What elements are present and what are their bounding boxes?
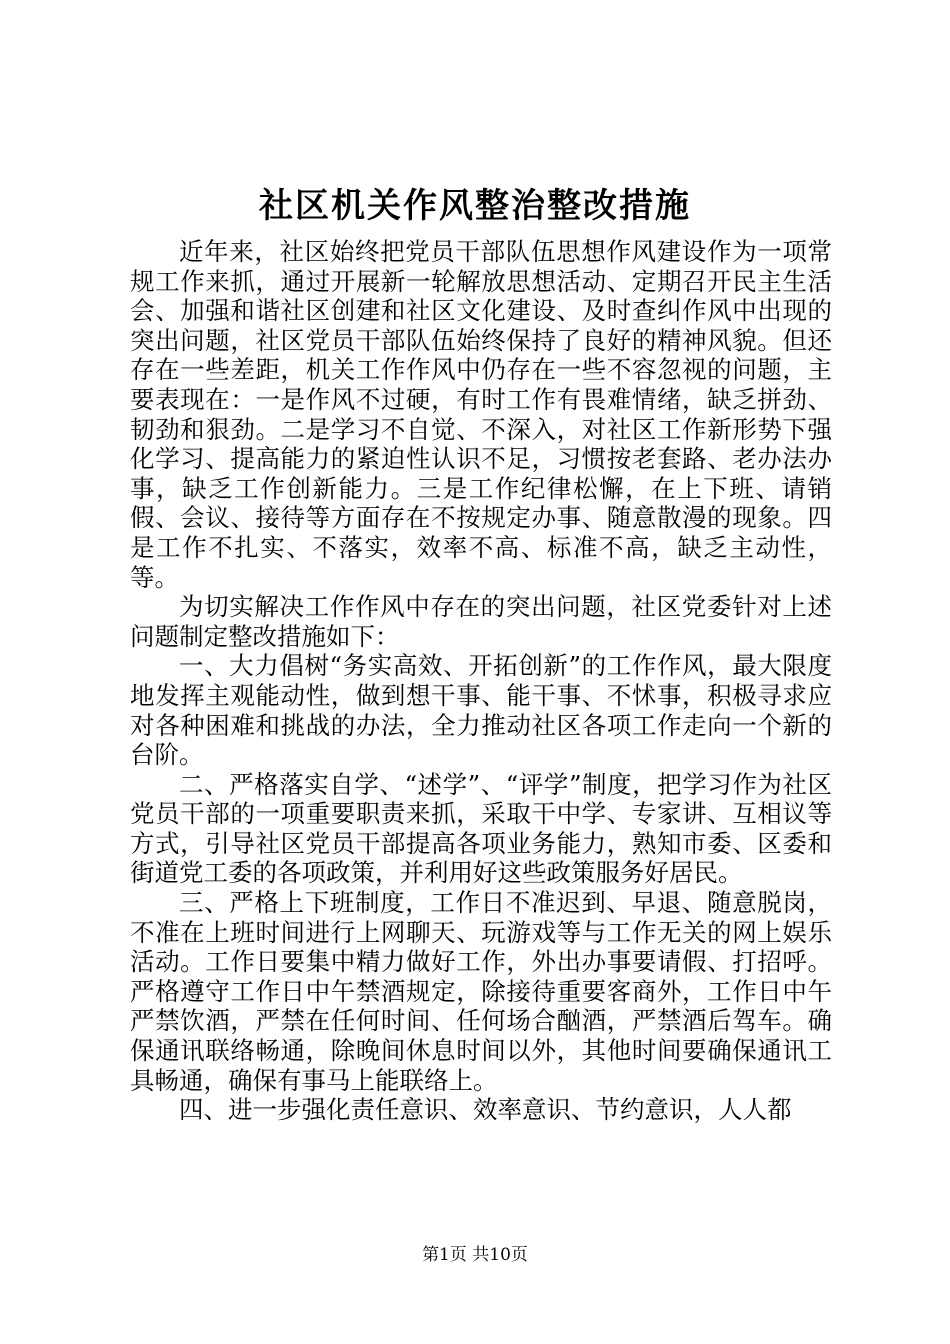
- paragraph-measure-4: 四、进一步强化责任意识、效率意识、节约意识，人人都: [179, 1095, 792, 1125]
- total-page-count: 共10页: [472, 1245, 528, 1265]
- document-title: 社区机关作风整治整改措施: [259, 186, 691, 226]
- paragraph-measure-2: 二、严格落实自学、“述学”、“评学”制度，把学习作为社区党员干部的一项重要职责来抓，采取干中学、专家讲、互相议等方式，引导社区党员干部提高各项业务能力，熟知市委、区委和街道党工委的各项政策，并利用好这些政策服务好居民。: [130, 769, 832, 888]
- document-body: [130, 237, 832, 1125]
- paragraph-measure-3: 三、严格上下班制度，工作日不准迟到、早退、随意脱岗，不准在上班时间进行上网聊天、玩游戏等与工作无关的网上娱乐活动。工作日要集中精力做好工作，外出办事要请假、打招呼。严格遵守工作日中午禁酒规定，除接待重要客商外，工作日中午严禁饮酒，严禁在任何时间、任何场合酗酒，严禁酒后驾车。确保通讯联络畅通，除晚间休息时间以外，其他时间要确保通讯工具畅通，确保有事马上能联络上。: [130, 888, 832, 1095]
- paragraph-measures-lead: 为切实解决工作作风中存在的突出问题，社区党委针对上述问题制定整改措施如下：: [130, 592, 832, 651]
- paragraph-measure-1: 一、大力倡树“务实高效、开拓创新”的工作作风，最大限度地发挥主观能动性，做到想干事、能干事、不怵事，积极寻求应对各种困难和挑战的办法，全力推动社区各项工作走向一个新的台阶。: [130, 651, 832, 770]
- current-page-number: 第1页: [422, 1245, 467, 1265]
- page-footer: [0, 1244, 950, 1266]
- paragraph-intro: 近年来，社区始终把党员干部队伍思想作风建设作为一项常规工作来抓，通过开展新一轮解放思想活动、定期召开民主生活会、加强和谐社区创建和社区文化建设、及时查纠作风中出现的突出问题，社区党员干部队伍始终保持了良好的精神风貌。但还存在一些差距，机关工作作风中仍存在一些不容忽视的问题，主要表现在：一是作风不过硬，有时工作有畏难情绪，缺乏拼劲、韧劲和狠劲。二是学习不自觉、不深入，对社区工作新形势下强化学习、提高能力的紧迫性认识不足，习惯按老套路、老办法办事，缺乏工作创新能力。三是工作纪律松懈，在上下班、请销假、会议、接待等方面存在不按规定办事、随意散漫的现象。四是工作不扎实、不落实，效率不高、标准不高，缺乏主动性，等。: [130, 237, 832, 592]
